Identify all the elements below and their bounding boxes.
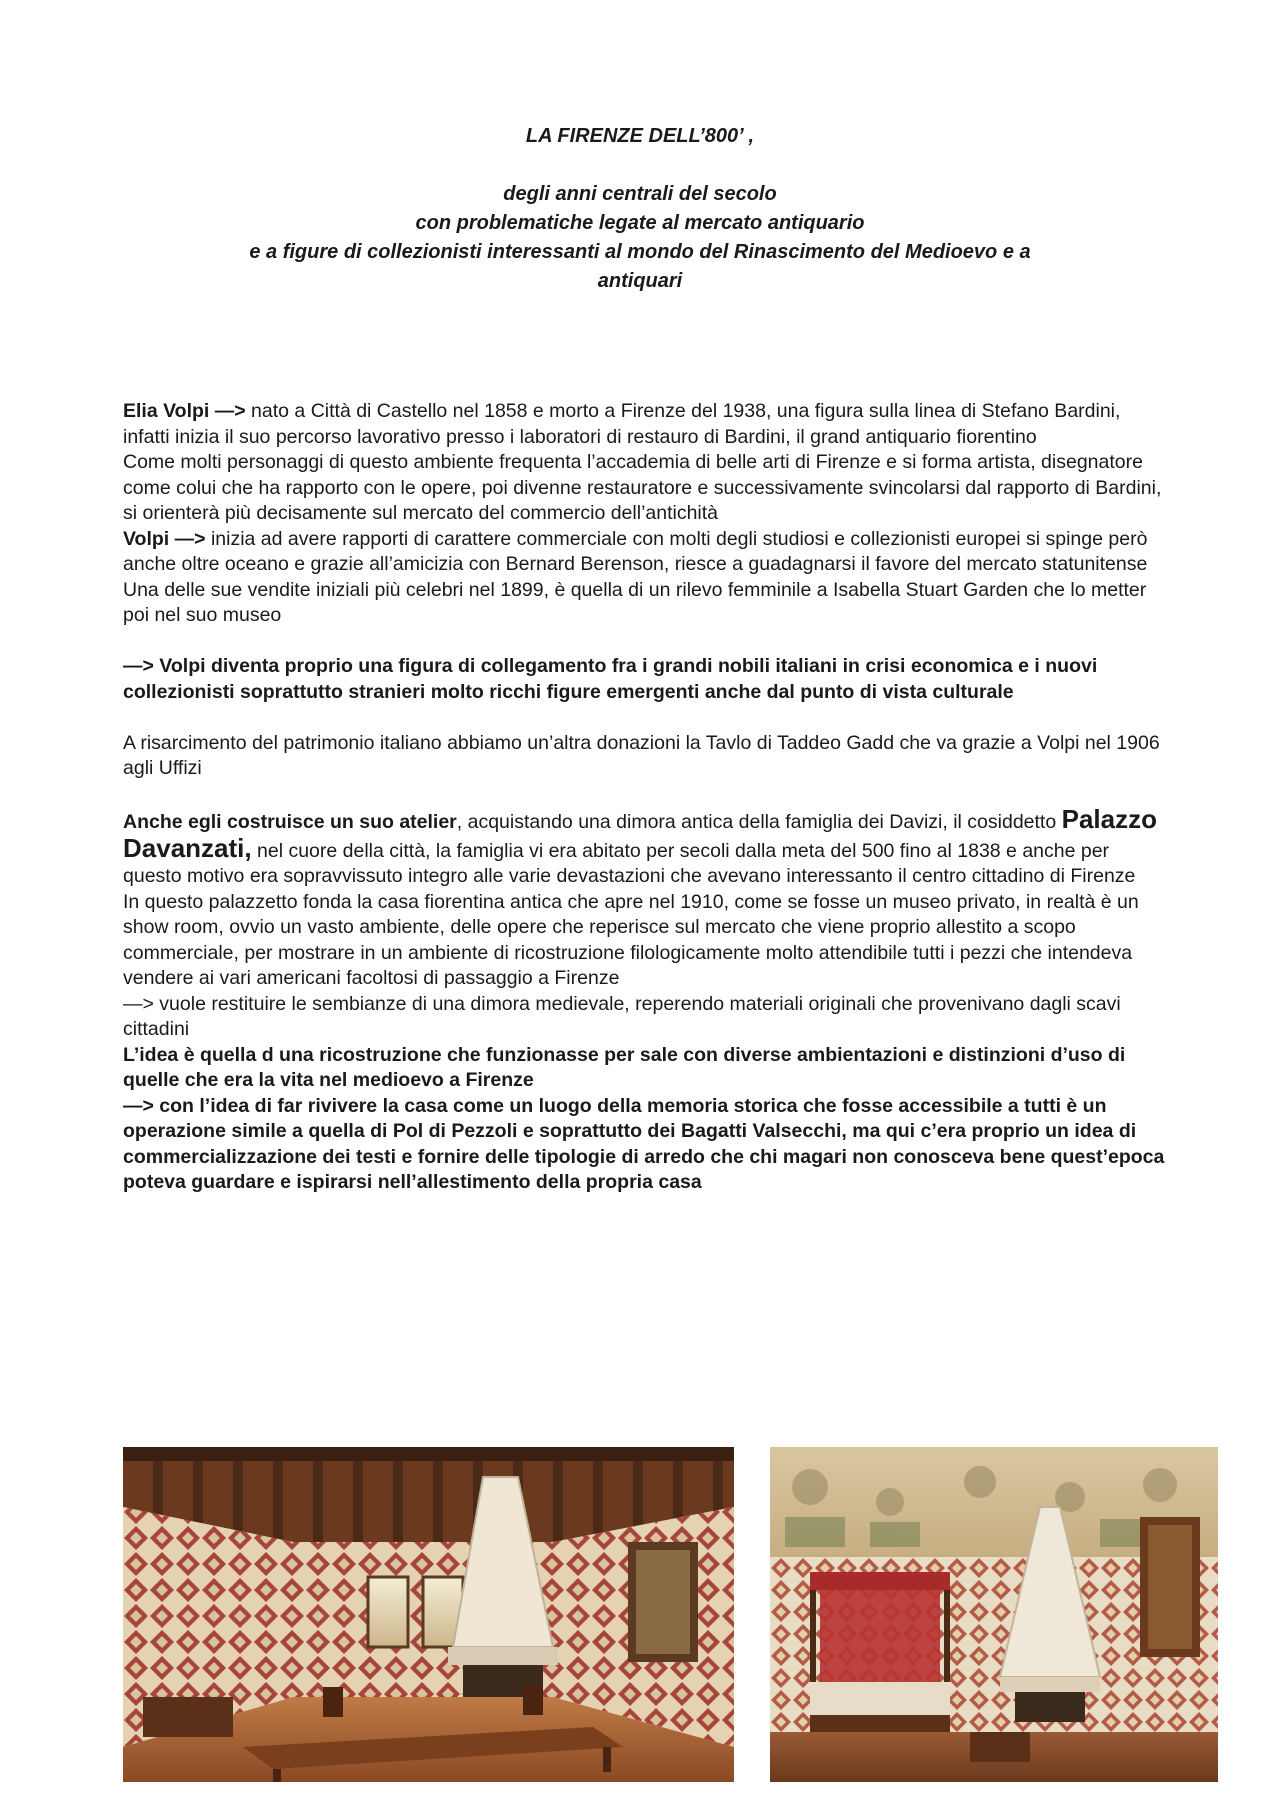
- paragraph-text: inizia ad avere rapporti di carattere commerciale con molti degli studiosi e collezionisti europei si spinge però anche oltre oceano e grazie all’amicizia con Bernard Berenson, riesce a guadagnarsi il favore del mercato statunitense: [123, 527, 1148, 575]
- document-title: LA FIRENZE DELL’800’ ,: [525, 125, 755, 147]
- paragraph-risarcimento: A risarcimento del patrimonio italiano abbiamo un’altra donazioni la Tavlo di Taddeo Gadd che va grazie a Volpi nel 1906 agli Uffizi: [123, 731, 1160, 779]
- subtitle-line-2: con problematiche legate al mercato antiquario: [415, 212, 865, 234]
- palazzo-davanzati-hall-photo: [123, 1447, 734, 1782]
- paragraph-collegamento: —> Volpi diventa proprio una figura di collegamento fra i grandi nobili italiani in crisi economica e i nuovi collezionisti soprattutto stranieri molto ricchi figure emergenti anche dal punto di vista culturale: [123, 655, 1098, 703]
- paragraph-elia-volpi: [123, 399, 1168, 450]
- paragraph-palazzetto: In questo palazzetto fonda la casa fiorentina antica che apre nel 1910, come se fosse un museo privato, in realtà è un show room, ovvio un vasto ambiente, delle opere che reperisce sul mercato che viene proprio allestito a scopo commerciale, per mostrare in un ambiente di ricostruzione filologicamente molto attendibile tutti i pezzi che intendeva vendere ai vari americani facoltosi di passaggio a Firenze: [123, 890, 1139, 989]
- paragraph-lead: Anche egli costruisce un suo atelier: [123, 811, 457, 833]
- paragraph-lead: Volpi —>: [123, 527, 206, 550]
- paragraph-accademia: Come molti personaggi di questo ambiente frequenta l’accademia di belle arti di Firenze e si forma artista, disegnatore come colui che ha rapporto con le opere, poi divenne restauratore e successivamente svincolarsi dal rapporto di Bardini, si orienterà più decisamente sul mercato del commercio dell’antichità: [123, 451, 1162, 524]
- paragraph-dimora-medievale: —> vuole restituire le sembianze di una dimora medievale, reperendo materiali originali che provenivano dagli scavi cittadini: [123, 992, 1121, 1040]
- bedroom-photo-graphic: [770, 1447, 1218, 1782]
- spacer: [123, 782, 1168, 808]
- paragraph-text: nel cuore della città, la famiglia vi era abitato per secoli dalla meta del 500 fino al 1838 e anche per questo motivo era sopravvissuto integro alle varie devastazioni che avevano interessanto il centro cittadino di Firenze: [123, 839, 1136, 887]
- paragraph-text: nato a Città di Castello nel 1858 e morto a Firenze del 1938, una figura sulla linea di Stefano Bardini, infatti inizia il suo percorso lavorativo presso i laboratori di restauro di Bardini, il grand antiquario fiorentino: [123, 400, 1121, 448]
- photos-row: [123, 1447, 1218, 1782]
- paragraph-text: , acquistando una dimora antica della famiglia dei Davizi, il cosiddetto: [456, 811, 1062, 833]
- spacer: [123, 629, 1168, 655]
- paragraph-volpi-rapporti: [123, 527, 1168, 578]
- paragraph-idea-ricostruzione: L’idea è quella d una ricostruzione che funzionasse per sale con diverse ambientazioni e distinzioni d’uso di quelle che era la vita nel medioevo a Firenze: [123, 1043, 1126, 1091]
- subtitle-line-4: antiquari: [597, 270, 683, 292]
- subtitle-line-1: degli anni centrali del secolo: [503, 183, 777, 205]
- subtitle-line-3: e a figure di collezionisti interessanti al mondo del Rinascimento del Medioevo e a: [249, 241, 1031, 263]
- hall-photo-graphic: [123, 1447, 734, 1782]
- palazzo-davanzati-name: Palazzo Davanzati,: [123, 804, 1157, 863]
- body-text: [123, 399, 1168, 1196]
- paragraph-lead: Elia Volpi —>: [123, 400, 246, 422]
- palazzo-davanzati-bedroom-photo: [770, 1447, 1218, 1782]
- spacer: [123, 705, 1168, 731]
- paragraph-memoria-storica: —> con l’idea di far rivivere la casa come un luogo della memoria storica che fosse accessibile a tutti è un operazione simile a quella di Pol di Pezzoli e soprattutto dei Bagatti Valsecchi, ma qui c’era proprio un idea di commercializzazione dei testi e fornire delle tipologie di arredo che chi magari non conosceva bene quest’epoca poteva guardare e ispirarsi nell’allestimento della propria casa: [123, 1094, 1165, 1193]
- paragraph-vendite: Una delle sue vendite iniziali più celebri nel 1899, è quella di un rilevo femminile a Isabella Stuart Garden che lo metter poi nel suo museo: [123, 578, 1147, 626]
- paragraph-atelier: [123, 804, 1168, 890]
- title-block: [120, 122, 1160, 296]
